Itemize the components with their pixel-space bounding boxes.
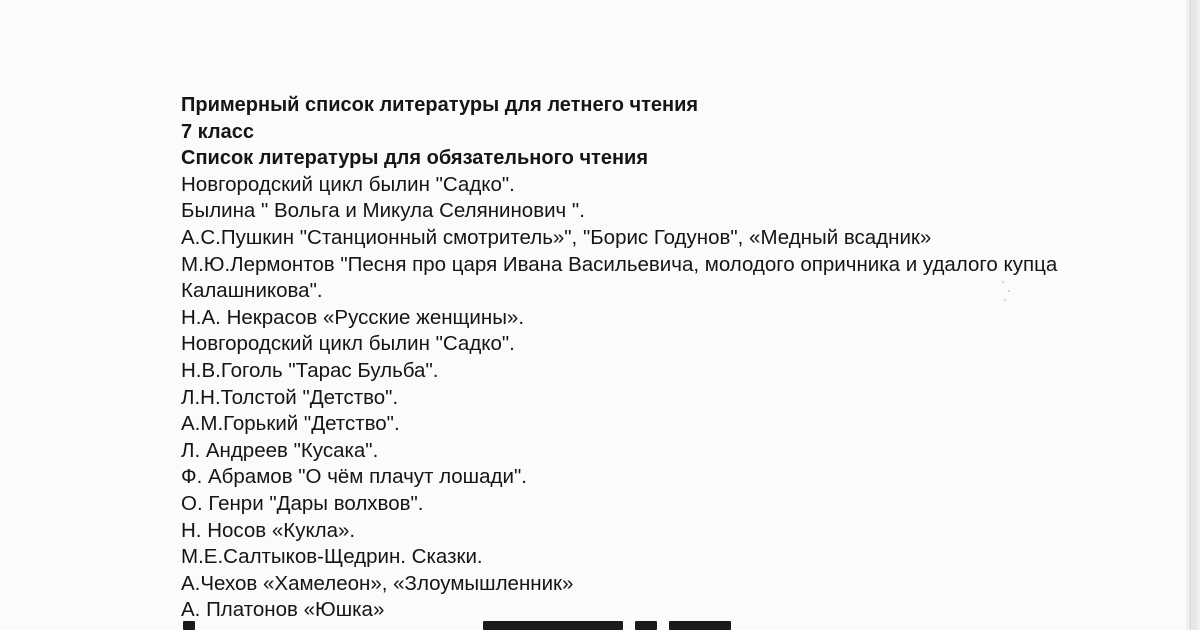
grade-heading: 7 класс — [181, 120, 255, 143]
list-item: М.Е.Салтыков-Щедрин. Сказки. — [181, 545, 483, 569]
list-item: Новгородский цикл былин "Садко". — [181, 332, 515, 356]
cropped-next-heading — [183, 621, 743, 630]
list-item: А.М.Горький "Детство". — [181, 412, 400, 436]
cropped-glyph — [183, 621, 195, 630]
list-item: Н.А. Некрасов «Русские женщины». — [181, 305, 525, 329]
cropped-glyph — [669, 621, 731, 630]
list-item: Н.В.Гоголь "Тарас Бульба". — [181, 358, 439, 382]
cropped-glyph — [483, 621, 623, 630]
list-item: Былина " Вольга и Микула Селянинович ". — [181, 199, 585, 223]
scan-edge-line — [1190, 0, 1191, 630]
list-item: М.Ю.Лермонтов "Песня про царя Ивана Васильевича, молодого опричника и удалого купца Калашникова". — [181, 252, 1058, 303]
document-title: Примерный список литературы для летнего чтения — [181, 94, 699, 116]
list-item: Н. Носов «Кукла». — [181, 518, 356, 542]
list-item: А.Чехов «Хамелеон», «Злоумышленник» — [181, 571, 574, 595]
reading-list-document — [181, 92, 1181, 624]
section-heading: Список литературы для обязательного чтения — [181, 147, 649, 170]
list-item: Л.Н.Толстой "Детство". — [181, 385, 399, 409]
list-item: О. Генри "Дары волхвов". — [181, 491, 424, 515]
list-item: А. Платонов «Юшка» — [181, 598, 385, 622]
list-item: Новгородский цикл былин "Садко". — [181, 172, 515, 196]
list-item: А.С.Пушкин "Станционный смотритель»", "Борис Годунов", «Медный всадник» — [181, 225, 932, 249]
list-item: Л. Андреев "Кусака". — [181, 438, 379, 462]
list-item: Ф. Абрамов "О чём плачут лошади". — [181, 465, 527, 489]
scan-page-edge — [1186, 0, 1200, 630]
cropped-glyph — [635, 621, 657, 630]
